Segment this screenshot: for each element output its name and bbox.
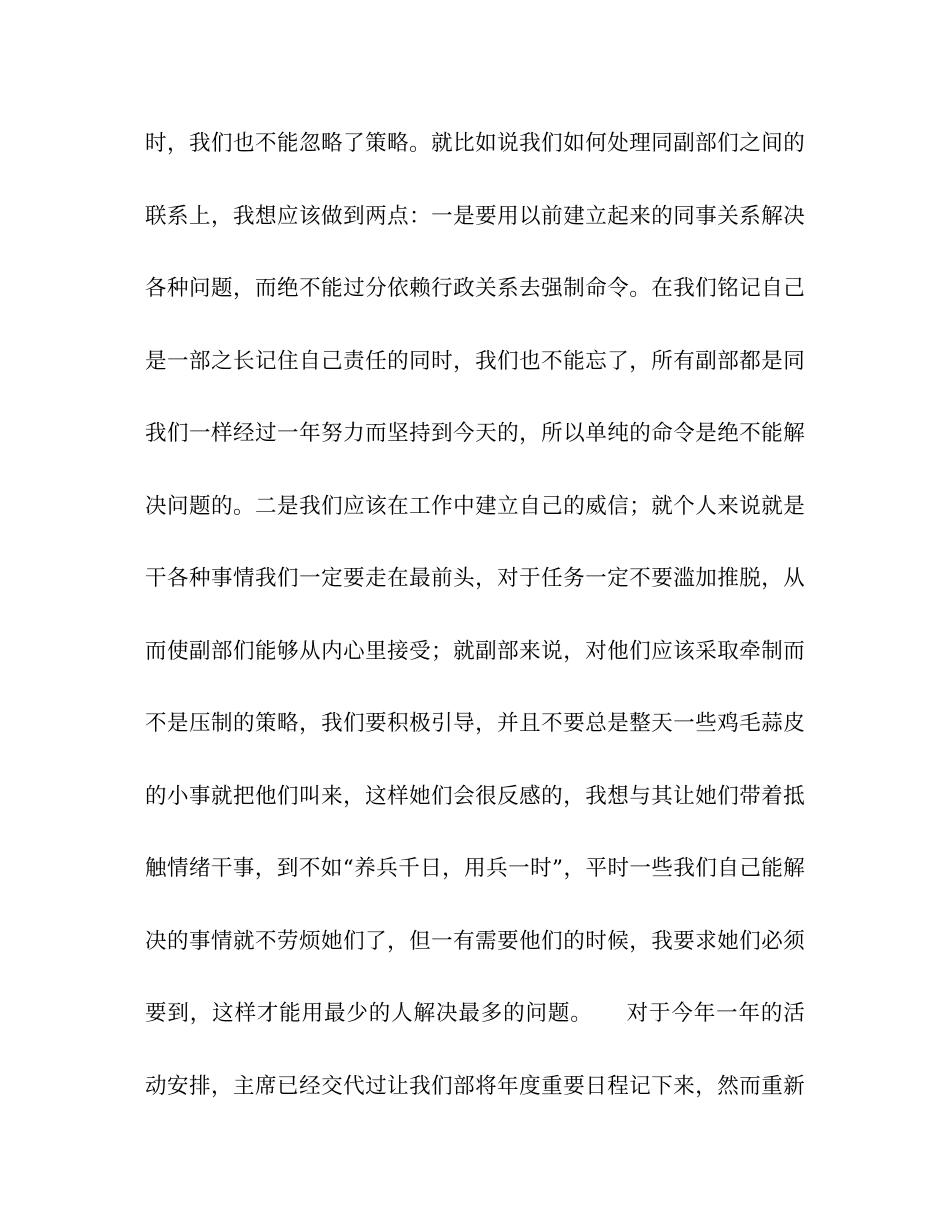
text-line-11: 触情绪干事，到不如“养兵千日，用兵一时”，平时一些我们自己能解 — [145, 856, 805, 881]
text-line-2: 联系上，我想应该做到两点：一是要用以前建立起来的同事关系解决 — [145, 203, 805, 229]
text-line-10: 的小事就把他们叫来，这样她们会很反感的，我想与其让她们带着抵 — [145, 783, 805, 809]
text-line-13: 要到，这样才能用最少的人解决最多的问题。 对于今年一年的活 — [145, 1001, 805, 1026]
text-line-1: 时，我们也不能忽略了策略。就比如说我们如何处理同副部们之间的 — [145, 131, 805, 156]
text-line-12: 决的事情就不劳烦她们了，但一有需要他们的时候，我要求她们必须 — [145, 928, 805, 954]
text-line-7: 干各种事情我们一定要走在最前头，对于任务一定不要滥加推脱，从 — [145, 566, 805, 591]
body-text — [145, 118, 805, 1133]
text-line-6: 决问题的。二是我们应该在工作中建立自己的威信；就个人来说就是 — [145, 493, 805, 519]
text-line-9: 不是压制的策略，我们要积极引导，并且不要总是整天一些鸡毛蒜皮 — [145, 711, 805, 736]
text-line-8: 而使副部们能够从内心里接受；就副部来说，对他们应该采取牵制而 — [145, 638, 805, 664]
text-line-3: 各种问题，而绝不能过分依赖行政关系去强制命令。在我们铭记自己 — [145, 276, 805, 301]
text-line-4: 是一部之长记住自己责任的同时，我们也不能忘了，所有副部都是同 — [145, 348, 805, 374]
text-line-14: 动安排，主席已经交代过让我们部将年度重要日程记下来，然而重新 — [145, 1073, 805, 1099]
text-line-5: 我们一样经过一年努力而坚持到今天的，所以单纯的命令是绝不能解 — [145, 421, 805, 446]
